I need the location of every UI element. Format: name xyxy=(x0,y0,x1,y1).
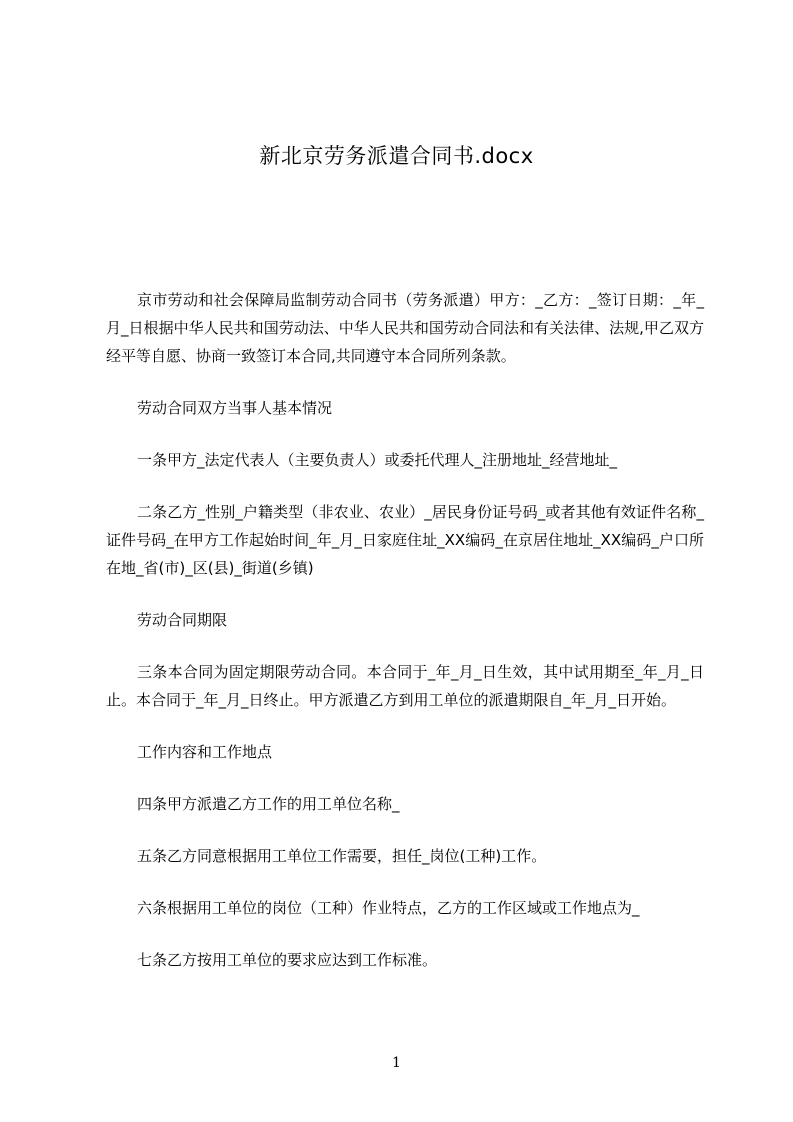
clause-3: 三条本合同为固定期限劳动合同。本合同于_年_月_日生效，其中试用期至_年_月_日止。本合同于_年_月_日终止。甲方派遣乙方到用工单位的派遣期限自_年_月_日开始。 xyxy=(106,663,704,709)
clause-1: 一条甲方_法定代表人（主要负责人）或委托代理人_注册地址_经营地址_ xyxy=(137,451,618,469)
page-number: 1 xyxy=(392,1055,401,1071)
section-heading-work: 工作内容和工作地点 xyxy=(137,743,273,761)
section-heading-parties: 劳动合同双方当事人基本情况 xyxy=(137,399,333,417)
clause-6: 六条根据用工单位的岗位（工种）作业特点，乙方的工作区域或工作地点为_ xyxy=(137,899,640,917)
clause-4: 四条甲方派遣乙方工作的用工单位名称_ xyxy=(137,795,400,813)
document-title: 新北京劳务派遣合同书.docx xyxy=(259,144,534,168)
section-heading-term: 劳动合同期限 xyxy=(137,611,228,629)
clause-2: 二条乙方_性别_户籍类型（非农业、农业）_居民身份证号码_或者其他有效证件名称_证件号码_在甲方工作起始时间_年_月_日家庭住址_XX编码_在京居住地址_XX编码_户口所在地_省(市)_区(县)_街道(乡镇) xyxy=(106,503,704,577)
document-body xyxy=(106,286,704,998)
clause-7: 七条乙方按用工单位的要求应达到工作标准。 xyxy=(137,951,438,969)
paragraph-intro: 京市劳动和社会保障局监制劳动合同书（劳务派遣）甲方：_乙方：_签订日期：_年_月_日根据中华人民共和国劳动法、中华人民共和国劳动合同法和有关法律、法规,甲乙双方经平等自愿、协商一致签订本合同,共同遵守本合同所列条款。 xyxy=(106,291,704,365)
clause-5: 五条乙方同意根据用工单位工作需要，担任_岗位(工种)工作。 xyxy=(137,847,547,865)
